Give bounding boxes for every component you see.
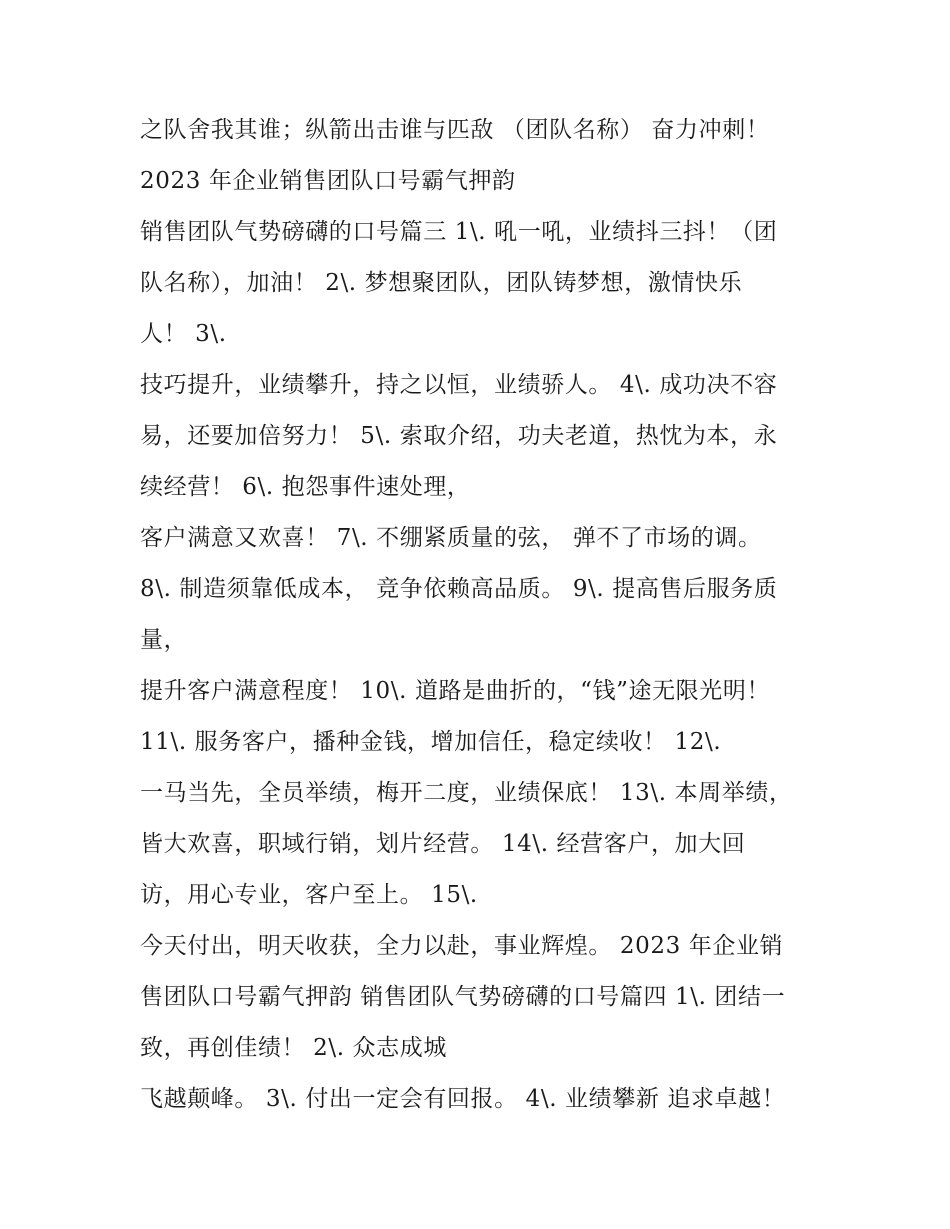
text-line: 售团队口号霸气押韵 销售团队气势磅礴的口号篇四 1\. 团结一 bbox=[140, 984, 786, 1010]
text-line: 访，用心专业，客户至上。 15\. bbox=[140, 882, 478, 908]
text-line: 续经营！ 6\. 抱怨事件速处理， bbox=[140, 474, 471, 500]
text-line: 8\. 制造须靠低成本， 竞争依赖高品质。 9\. 提高售后服务质 bbox=[140, 576, 778, 602]
text-line: 之队舍我其谁；纵箭出击谁与匹敌 （团队名称） 奋力冲刺！ bbox=[140, 117, 770, 143]
text-line: 量， bbox=[140, 627, 188, 653]
text-line: 飞越颠峰。 3\. 付出一定会有回报。 4\. 业绩攀新 追求卓越！ bbox=[140, 1086, 786, 1112]
document-text-body bbox=[140, 108, 820, 1128]
text-line: 皆大欢喜，职域行销，划片经营。 14\. 经营客户，加大回 bbox=[140, 831, 746, 857]
text-line: 客户满意又欢喜！ 7\. 不绷紧质量的弦， 弹不了市场的调。 bbox=[140, 525, 762, 551]
text-line: 今天付出，明天收获，全力以赴，事业辉煌。 2023 年企业销 bbox=[140, 933, 784, 959]
text-line: 技巧提升，业绩攀升，持之以恒，业绩骄人。 4\. 成功决不容 bbox=[140, 372, 778, 398]
text-line: 一马当先，全员举绩，梅开二度，业绩保底！ 13\. 本周举绩， bbox=[140, 780, 793, 806]
text-line: 致，再创佳绩！ 2\. 众志成城 bbox=[140, 1035, 447, 1061]
text-line: 2023 年企业销售团队口号霸气押韵 bbox=[140, 168, 516, 194]
text-line: 人！ 3\. bbox=[140, 321, 227, 347]
text-line: 队名称），加油！ 2\. 梦想聚团队，团队铸梦想，激情快乐 bbox=[140, 270, 743, 296]
text-line: 销售团队气势磅礴的口号篇三 1\. 吼一吼，业绩抖三抖！（团 bbox=[140, 219, 778, 245]
text-line: 11\. 服务客户，播种金钱，增加信任，稳定续收！ 12\. bbox=[140, 729, 722, 755]
text-line: 提升客户满意程度！ 10\. 道路是曲折的，“钱”途无限光明！ bbox=[140, 678, 771, 704]
text-line: 易，还要加倍努力！ 5\. 索取介绍，功夫老道，热忱为本，永 bbox=[140, 423, 778, 449]
